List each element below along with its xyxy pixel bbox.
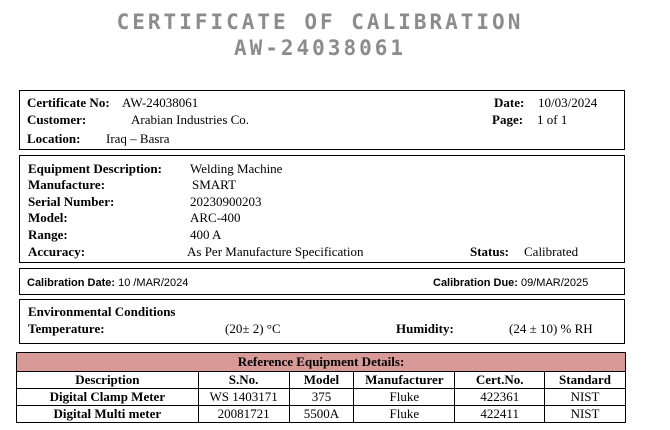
accuracy-label: Accuracy: [28,244,86,259]
equipment-description-label: Equipment Description: [28,161,162,176]
temperature-label: Temperature: [28,321,105,336]
table-row [17,406,626,423]
column-header: Cert.No. [455,372,545,389]
table-cell: 5500A [289,406,354,423]
manufacture-label: Manufacture: [28,177,106,192]
range-label: Range: [28,227,68,242]
table-cell: 20081721 [198,406,289,423]
reference-equipment-caption: Reference Equipment Details: [17,353,626,372]
customer-label: Customer: [27,112,87,127]
customer-value: Arabian Industries Co. [131,112,250,127]
column-header: Manufacturer [354,372,455,389]
page-value: 1 of 1 [537,112,568,127]
table-row [17,389,626,406]
equipment-description-value: Welding Machine [190,161,283,176]
certificate-title: CERTIFICATE OF CALIBRATION [116,10,524,34]
location-label: Location: [27,131,81,146]
serial-number-value: 20230900203 [190,194,262,209]
column-header: Description [17,372,199,389]
table-cell: NIST [545,406,626,423]
calibration-date-label: Calibration Date: [27,277,116,289]
page-label: Page: [492,112,524,127]
certificate-number-title: AW-24038061 [233,36,407,60]
table-cell: 375 [289,389,354,406]
humidity-label: Humidity: [396,321,454,336]
certificate-no-label: Certificate No: [27,95,110,110]
reference-equipment-table [16,352,626,423]
humidity-value: (24 ± 10) % RH [509,321,593,336]
date-label: Date: [494,95,525,110]
manufacture-value: SMART [192,177,237,192]
location-value: Iraq – Basra [106,131,170,146]
table-cell: NIST [545,389,626,406]
certificate-no-value: AW-24038061 [122,95,199,110]
table-cell: Fluke [354,389,455,406]
table-cell: Digital Multi meter [17,406,199,423]
status-label: Status: [470,244,510,259]
date-value: 10/03/2024 [538,95,598,110]
column-header: Model [289,372,354,389]
accuracy-value: As Per Manufacture Specification [187,244,364,259]
model-value: ARC-400 [190,210,241,225]
status-value: Calibrated [524,244,579,259]
column-header: S.No. [198,372,289,389]
column-header: Standard [545,372,626,389]
environmental-conditions-heading: Environmental Conditions [28,304,176,319]
range-value: 400 A [190,227,222,242]
table-cell: 422361 [455,389,545,406]
table-cell: WS 1403171 [198,389,289,406]
table-cell: 422411 [455,406,545,423]
table-cell: Fluke [354,406,455,423]
calibration-due-value: 09/MAR/2025 [521,277,589,289]
serial-number-label: Serial Number: [28,194,115,209]
model-label: Model: [28,210,68,225]
temperature-value: (20± 2) °C [225,321,281,336]
table-cell: Digital Clamp Meter [17,389,199,406]
calibration-due-label: Calibration Due: [433,277,518,289]
calibration-date-value: 10 /MAR/2024 [118,277,189,289]
